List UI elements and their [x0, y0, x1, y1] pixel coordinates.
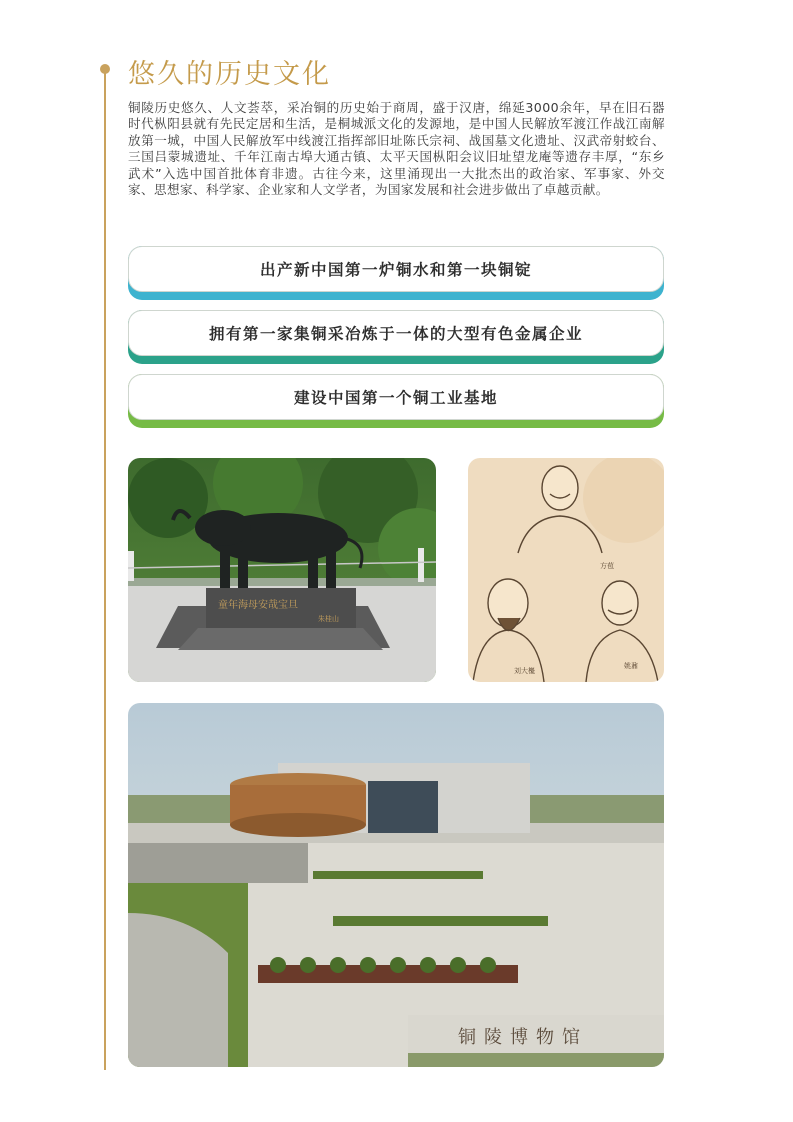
portrait-name-1: 方苞: [600, 562, 614, 570]
highlight-band-1: [128, 246, 664, 300]
portraits-illustration: [468, 458, 664, 682]
highlight-text-2: 拥有第一家集铜采冶炼于一体的大型有色金属企业: [128, 310, 664, 356]
highlight-band-3: [128, 374, 664, 428]
timeline-line: [104, 66, 106, 1070]
statue-signature: 朱桂山: [318, 615, 339, 623]
portrait-name-3: 姚鼐: [624, 662, 638, 670]
highlight-text-3: 建设中国第一个铜工业基地: [128, 374, 664, 420]
section-title: 悠久的历史文化: [128, 59, 331, 90]
highlight-text-1: 出产新中国第一炉铜水和第一块铜锭: [128, 246, 664, 292]
bull-statue-photo: [128, 458, 436, 682]
timeline-dot: [100, 64, 110, 74]
portrait-name-2: 刘大櫆: [514, 667, 535, 675]
highlight-band-2: [128, 310, 664, 364]
statue-inscription: 童年海母安哉宝旦: [218, 600, 298, 611]
intro-paragraph: 铜陵历史悠久、人文荟萃，采冶铜的历史始于商周，盛于汉唐，绵延3000余年，早在旧石器时代枞阳县就有先民定居和生活，是桐城派文化的发源地，是中国人民解放军渡江作战江南解放第一城，中国人民解放军中线渡江指挥部旧址陈氏宗祠、战国墓文化遗址、汉武帝射蛟台、三国吕蒙城遗址、千年江南古埠大通古镇、太平天国枞阳会议旧址望龙庵等遗存丰厚，“东乡武术”入选中国首批体育非遗。古往今来，这里涌现出一大批杰出的政治家、军事家、外交家、思想家、科学家、企业家和人文学者，为国家发展和社会进步做出了卓越贡献。: [128, 100, 665, 198]
museum-photo: [128, 703, 664, 1067]
museum-sign: 铜陵博物馆: [458, 1027, 588, 1048]
